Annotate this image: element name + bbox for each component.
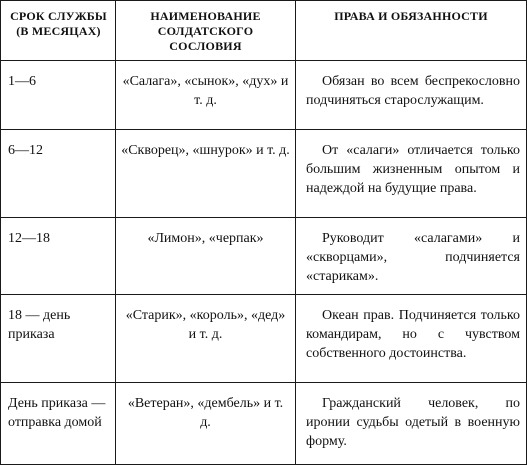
rights-cell [296, 295, 527, 383]
header-rights: ПРАВА И ОБЯЗАННОСТИ [334, 9, 488, 23]
table-row [1, 383, 527, 465]
header-cell-rights [296, 1, 527, 61]
rights-text: От «салаги» отличается только большим жизненным опытом и надеждой на будущие права. [306, 143, 520, 196]
header-term: СРОК СЛУЖБЫ (В МЕСЯЦАХ) [10, 9, 107, 38]
rank-name-text: «Салага», «сынок», «дух» и т. д. [122, 74, 289, 108]
rank-name-cell [116, 218, 296, 295]
term-cell [1, 130, 116, 218]
rights-cell [296, 130, 527, 218]
term-cell [1, 383, 116, 465]
table-row [1, 295, 527, 383]
rank-name-cell [116, 130, 296, 218]
rank-name-text: «Скворец», «шнурок» и т. д. [121, 143, 290, 158]
term-cell [1, 295, 116, 383]
rank-name-text: «Лимон», «черпак» [147, 231, 264, 246]
table-row [1, 130, 527, 218]
rank-name-cell [116, 61, 296, 130]
table-row [1, 61, 527, 130]
rights-text: Гражданский человек, по иронии судьбы одетый в военную форму. [306, 396, 520, 449]
rank-name-text: «Ветеран», «дембель» и т. д. [127, 396, 284, 430]
table-header-row [1, 1, 527, 61]
term-cell [1, 218, 116, 295]
rights-cell [296, 218, 527, 295]
header-cell-term [1, 1, 116, 61]
term-text: 18 — день приказа [8, 308, 71, 342]
term-text: 12—18 [8, 231, 50, 246]
rank-name-cell [116, 295, 296, 383]
rights-text: Руководит «салагами» и «скворцами», подчиняется «старикам». [306, 231, 520, 284]
rank-name-cell [116, 383, 296, 465]
header-cell-name [116, 1, 296, 61]
rights-cell [296, 61, 527, 130]
rank-name-text: «Старик», «король», «дед» и т. д. [125, 308, 286, 342]
rights-cell [296, 383, 527, 465]
table-row [1, 218, 527, 295]
rights-text: Обязан во всем беспрекословно подчиняться старослужащим. [306, 74, 520, 108]
rights-text: Океан прав. Подчиняется только командирам, но с чувством собственного достоинства. [306, 308, 520, 361]
term-text: 6—12 [8, 143, 43, 158]
term-cell [1, 61, 116, 130]
header-name: НАИМЕНОВАНИЕ СОЛДАТСКОГО СОСЛОВИЯ [150, 9, 261, 53]
term-text: 1—6 [8, 74, 36, 89]
term-text: День приказа — отправка домой [8, 396, 106, 430]
